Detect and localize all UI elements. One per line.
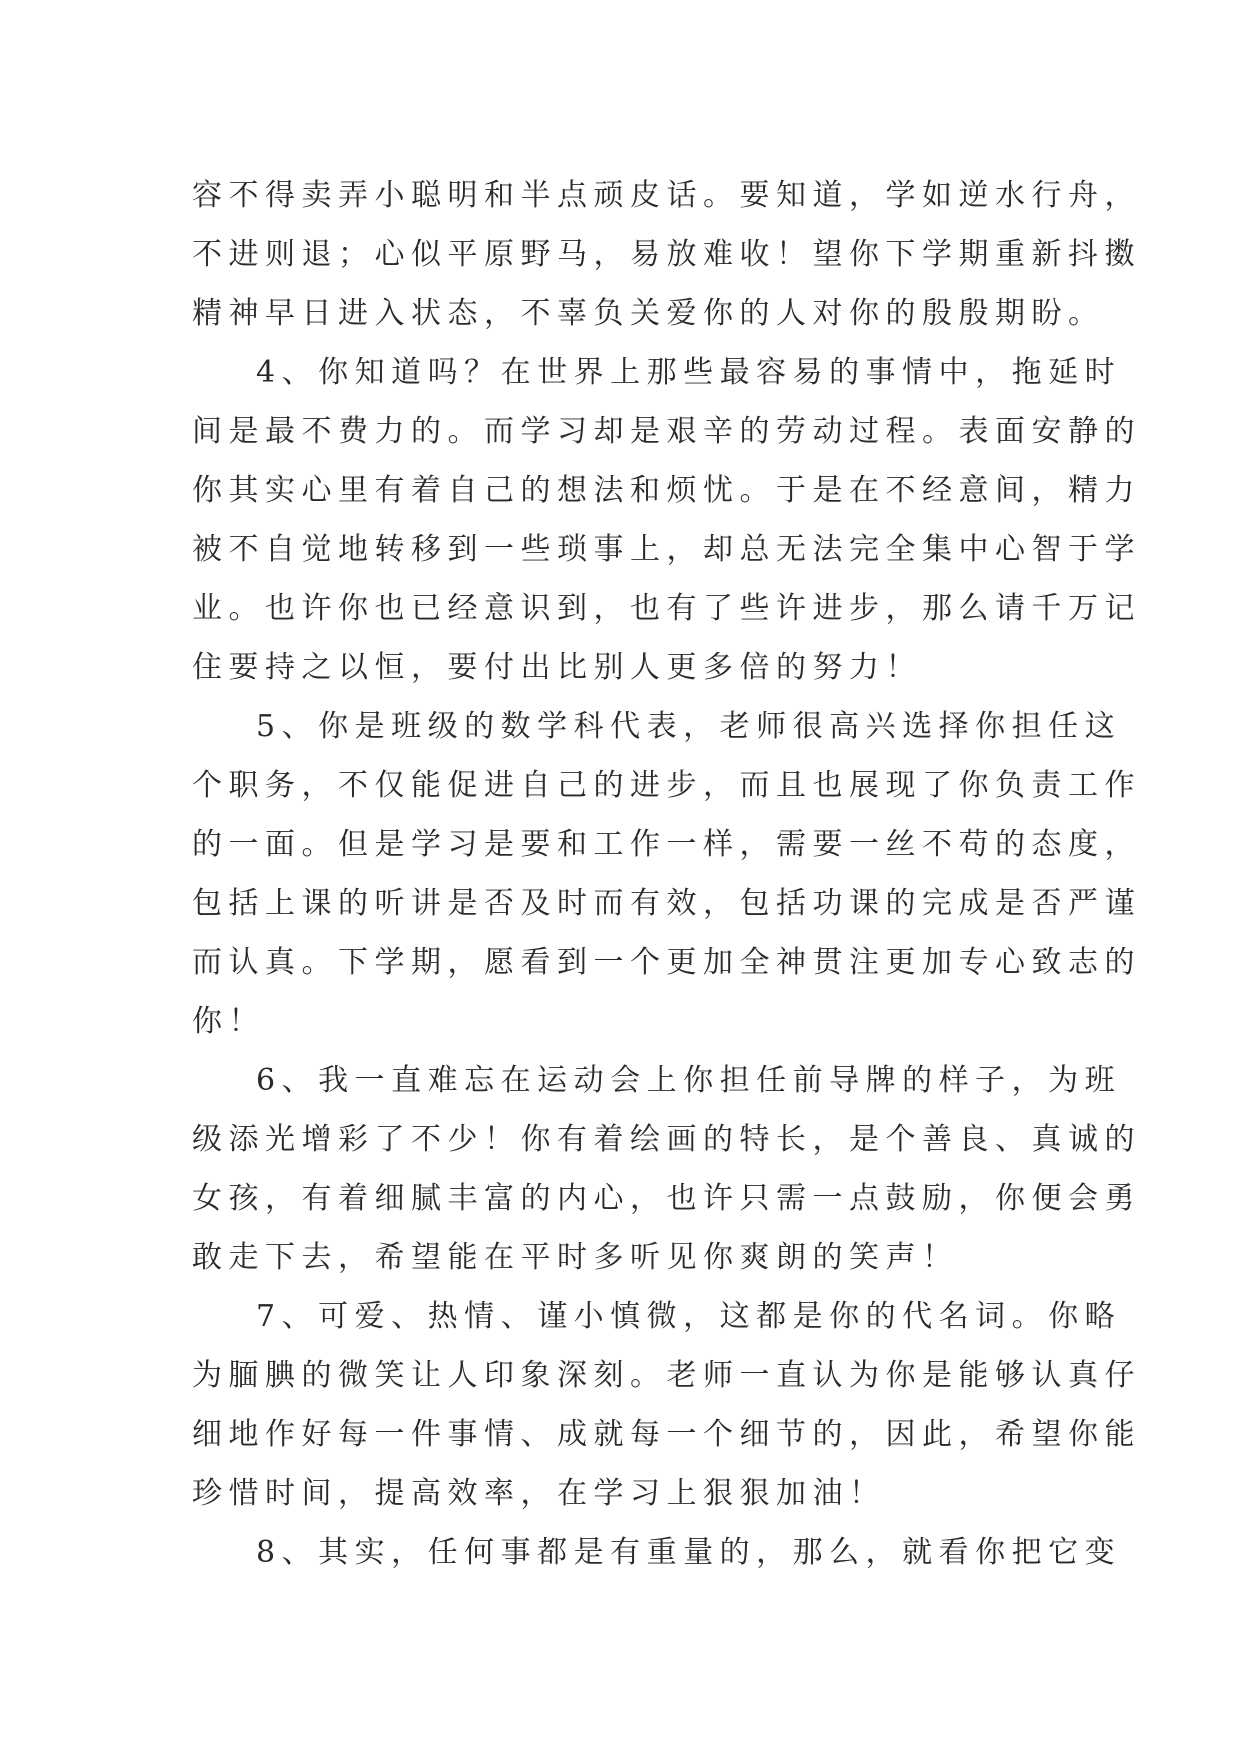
paragraph-7-first-line: 7、可爱、热情、谨小慎微，这都是你的代名词。你略 xyxy=(256,1299,1122,1334)
document-body xyxy=(192,166,1141,1582)
paragraph-4-first-line: 4、你知道吗？在世界上那些最容易的事情中，拖延时 xyxy=(256,355,1122,390)
text-line: 精神早日进入状态，不辜负关爱你的人对你的殷殷期盼。 xyxy=(192,296,1105,331)
text-line: 敢走下去，希望能在平时多听见你爽朗的笑声！ xyxy=(192,1240,959,1275)
paragraph-8-first-line: 8、其实，任何事都是有重量的，那么，就看你把它变 xyxy=(256,1535,1122,1570)
text-line: 住要持之以恒，要付出比别人更多倍的努力！ xyxy=(192,650,922,685)
text-line: 业。也许你也已经意识到，也有了些许进步，那么请千万记 xyxy=(192,591,1141,626)
text-line: 你！ xyxy=(192,1004,265,1039)
paragraph-5-first-line: 5、你是班级的数学科代表，老师很高兴选择你担任这 xyxy=(256,709,1122,744)
text-line: 间是最不费力的。而学习却是艰辛的劳动过程。表面安静的 xyxy=(192,414,1141,449)
text-line: 级添光增彩了不少！你有着绘画的特长，是个善良、真诚的 xyxy=(192,1122,1141,1157)
text-line: 珍惜时间，提高效率，在学习上狠狠加油！ xyxy=(192,1476,886,1511)
text-line: 女孩，有着细腻丰富的内心，也许只需一点鼓励，你便会勇 xyxy=(192,1181,1141,1216)
text-line: 个职务，不仅能促进自己的进步，而且也展现了你负责工作 xyxy=(192,768,1141,803)
text-line: 的一面。但是学习是要和工作一样，需要一丝不苟的态度， xyxy=(192,827,1141,862)
paragraph-6-first-line: 6、我一直难忘在运动会上你担任前导牌的样子，为班 xyxy=(256,1063,1122,1098)
text-line: 为腼腆的微笑让人印象深刻。老师一直认为你是能够认真仔 xyxy=(192,1358,1141,1393)
text-line: 容不得卖弄小聪明和半点顽皮话。要知道，学如逆水行舟， xyxy=(192,178,1141,213)
text-line: 细地作好每一件事情、成就每一个细节的，因此，希望你能 xyxy=(192,1417,1141,1452)
text-line: 而认真。下学期，愿看到一个更加全神贯注更加专心致志的 xyxy=(192,945,1141,980)
text-line: 不进则退；心似平原野马，易放难收！望你下学期重新抖擞 xyxy=(192,237,1141,272)
text-line: 你其实心里有着自己的想法和烦忧。于是在不经意间，精力 xyxy=(192,473,1141,508)
text-line: 包括上课的听讲是否及时而有效，包括功课的完成是否严谨 xyxy=(192,886,1141,921)
text-line: 被不自觉地转移到一些琐事上，却总无法完全集中心智于学 xyxy=(192,532,1141,567)
